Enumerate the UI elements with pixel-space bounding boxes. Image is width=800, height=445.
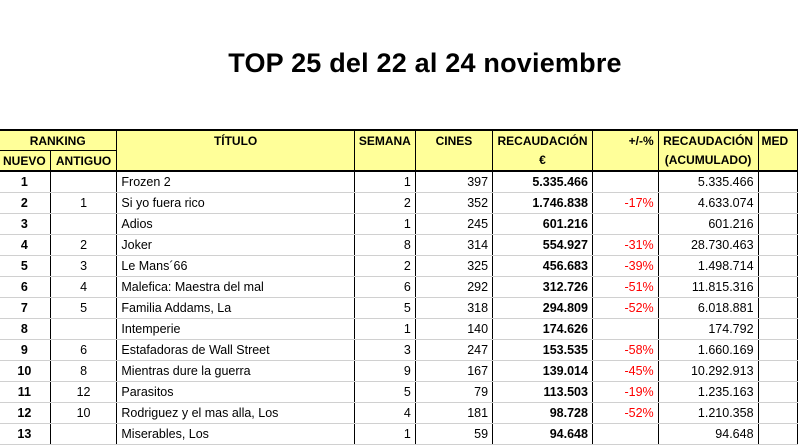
cell-acumulado: 4.633.074 [658,193,758,214]
cell-cines: 167 [415,361,492,382]
cell-titulo: Si yo fuera rico [117,193,354,214]
cell-acumulado: 11.815.316 [658,277,758,298]
box-office-table [0,129,798,445]
cell-acumulado: 94.648 [658,424,758,445]
cell-nuevo: 6 [0,277,50,298]
cell-nuevo: 5 [0,256,50,277]
cell-variacion: -17% [592,193,658,214]
cell-variacion: -52% [592,298,658,319]
cell-cines: 245 [415,214,492,235]
header-cines-cont [415,151,492,172]
cell-titulo: Parasitos [117,382,354,403]
header-acumulado-sub: (ACUMULADO) [658,151,758,172]
cell-antiguo: 4 [50,277,117,298]
cell-antiguo: 2 [50,235,117,256]
cell-recaudacion: 294.809 [493,298,593,319]
cell-nuevo: 11 [0,382,50,403]
cell-semana: 9 [354,361,415,382]
cell-semana: 3 [354,340,415,361]
cell-acumulado: 28.730.463 [658,235,758,256]
header-row-1 [0,130,798,151]
cell-nuevo: 10 [0,361,50,382]
cell-cines: 247 [415,340,492,361]
header-acumulado: RECAUDACIÓN [658,130,758,151]
cell-acumulado: 174.792 [658,319,758,340]
cell-acumulado: 10.292.913 [658,361,758,382]
cell-antiguo: 6 [50,340,117,361]
cell-variacion [592,319,658,340]
cell-nuevo: 7 [0,298,50,319]
cell-nuevo: 12 [0,403,50,424]
cell-nuevo: 8 [0,319,50,340]
header-semana: SEMANA [354,130,415,151]
cell-media [758,319,797,340]
cell-recaudacion: 98.728 [493,403,593,424]
cell-semana: 1 [354,214,415,235]
cell-recaudacion: 94.648 [493,424,593,445]
cell-acumulado: 6.018.881 [658,298,758,319]
table-row [0,424,798,445]
cell-acumulado: 1.210.358 [658,403,758,424]
cell-cines: 325 [415,256,492,277]
table-row [0,340,798,361]
cell-media [758,403,797,424]
cell-titulo: Miserables, Los [117,424,354,445]
cell-variacion [592,214,658,235]
cell-recaudacion: 174.626 [493,319,593,340]
header-titulo-cont [117,151,354,172]
cell-cines: 181 [415,403,492,424]
header-ranking: RANKING [0,130,117,151]
header-row-2 [0,151,798,172]
cell-semana: 8 [354,235,415,256]
cell-titulo: Rodriguez y el mas alla, Los [117,403,354,424]
cell-recaudacion: 5.335.466 [493,171,593,193]
cell-titulo: Joker [117,235,354,256]
cell-antiguo: 1 [50,193,117,214]
cell-variacion: -51% [592,277,658,298]
header-variacion: +/-% [592,130,658,151]
table-row [0,193,798,214]
cell-cines: 292 [415,277,492,298]
cell-titulo: Malefica: Maestra del mal [117,277,354,298]
header-media: MED [758,130,797,151]
header-nuevo: NUEVO [0,151,50,172]
table-row [0,214,798,235]
cell-media [758,361,797,382]
table-row [0,403,798,424]
cell-acumulado: 1.235.163 [658,382,758,403]
cell-variacion: -39% [592,256,658,277]
table-row [0,256,798,277]
cell-nuevo: 4 [0,235,50,256]
table-row [0,171,798,193]
header-recaudacion-unit: € [493,151,593,172]
cell-semana: 5 [354,298,415,319]
table-row [0,298,798,319]
header-media-cont [758,151,797,172]
cell-cines: 59 [415,424,492,445]
cell-recaudacion: 456.683 [493,256,593,277]
cell-media [758,214,797,235]
cell-recaudacion: 554.927 [493,235,593,256]
cell-titulo: Estafadoras de Wall Street [117,340,354,361]
cell-nuevo: 3 [0,214,50,235]
cell-media [758,340,797,361]
table-row [0,382,798,403]
cell-media [758,382,797,403]
cell-cines: 140 [415,319,492,340]
table-row [0,361,798,382]
cell-titulo: Intemperie [117,319,354,340]
cell-semana: 4 [354,403,415,424]
cell-cines: 79 [415,382,492,403]
cell-recaudacion: 1.746.838 [493,193,593,214]
header-titulo: TÍTULO [117,130,354,151]
cell-media [758,235,797,256]
cell-semana: 6 [354,277,415,298]
page-title: TOP 25 del 22 al 24 noviembre [228,48,622,78]
header-antiguo: ANTIGUO [50,151,117,172]
cell-recaudacion: 312.726 [493,277,593,298]
cell-media [758,171,797,193]
table-row [0,235,798,256]
cell-recaudacion: 139.014 [493,361,593,382]
cell-antiguo [50,319,117,340]
cell-antiguo: 8 [50,361,117,382]
cell-nuevo: 2 [0,193,50,214]
cell-variacion [592,171,658,193]
cell-variacion [592,424,658,445]
cell-semana: 2 [354,193,415,214]
cell-variacion: -52% [592,403,658,424]
cell-titulo: Familia Addams, La [117,298,354,319]
cell-variacion: -45% [592,361,658,382]
cell-nuevo: 13 [0,424,50,445]
header-variacion-cont [592,151,658,172]
cell-variacion: -19% [592,382,658,403]
cell-media [758,193,797,214]
table-row [0,277,798,298]
cell-titulo: Frozen 2 [117,171,354,193]
cell-semana: 2 [354,256,415,277]
cell-acumulado: 1.498.714 [658,256,758,277]
cell-cines: 314 [415,235,492,256]
cell-antiguo: 12 [50,382,117,403]
cell-semana: 1 [354,424,415,445]
cell-nuevo: 1 [0,171,50,193]
cell-titulo: Le Mans´66 [117,256,354,277]
cell-nuevo: 9 [0,340,50,361]
cell-titulo: Adios [117,214,354,235]
cell-titulo: Mientras dure la guerra [117,361,354,382]
cell-media [758,256,797,277]
cell-antiguo: 5 [50,298,117,319]
cell-semana: 1 [354,171,415,193]
cell-antiguo [50,171,117,193]
cell-cines: 318 [415,298,492,319]
cell-recaudacion: 153.535 [493,340,593,361]
cell-recaudacion: 601.216 [493,214,593,235]
cell-acumulado: 5.335.466 [658,171,758,193]
cell-media [758,424,797,445]
header-recaudacion: RECAUDACIÓN [493,130,593,151]
table-row [0,319,798,340]
cell-acumulado: 1.660.169 [658,340,758,361]
cell-variacion: -31% [592,235,658,256]
cell-media [758,277,797,298]
cell-semana: 1 [354,319,415,340]
cell-cines: 397 [415,171,492,193]
cell-semana: 5 [354,382,415,403]
header-semana-cont [354,151,415,172]
cell-antiguo: 3 [50,256,117,277]
cell-antiguo [50,214,117,235]
header-cines: CINES [415,130,492,151]
cell-acumulado: 601.216 [658,214,758,235]
cell-cines: 352 [415,193,492,214]
cell-antiguo: 10 [50,403,117,424]
cell-media [758,298,797,319]
cell-variacion: -58% [592,340,658,361]
cell-recaudacion: 113.503 [493,382,593,403]
cell-antiguo [50,424,117,445]
